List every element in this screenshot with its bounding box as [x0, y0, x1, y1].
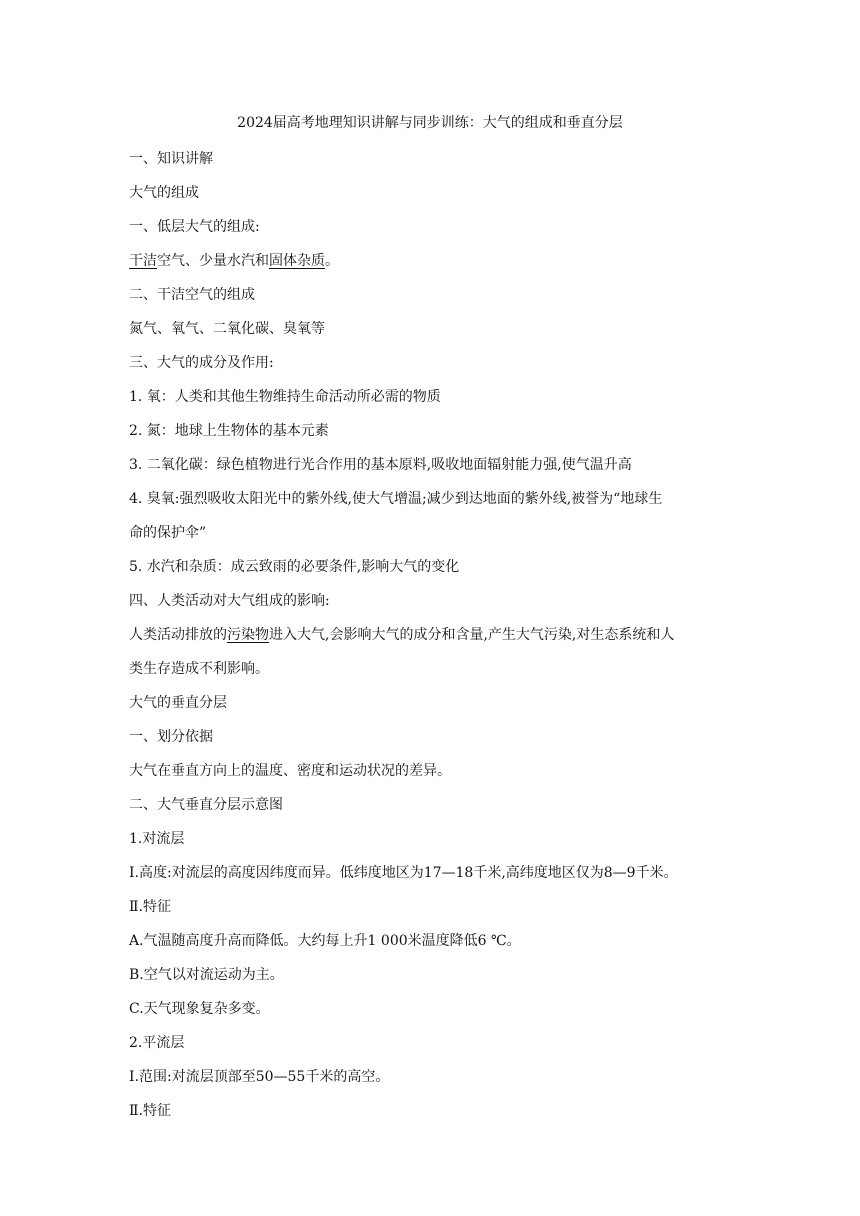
list-item: A.气温随高度升高而降低。大约每上升1 000米温度降低6 ℃。 [129, 933, 521, 949]
list-item: B.空气以对流运动为主。 [129, 967, 284, 983]
layer-heading: 2.平流层 [129, 1035, 185, 1051]
paragraph-line [129, 244, 739, 278]
list-item: 3. 二氧化碳：绿色植物进行光合作用的基本原料,吸收地面辐射能力强,使气温升高 [129, 457, 632, 473]
subheading: Ⅱ.特征 [129, 1103, 171, 1119]
subheading: 一、划分依据 [129, 729, 213, 745]
document-body [129, 142, 739, 1128]
subheading: 四、人类活动对大气组成的影响: [129, 593, 330, 609]
paragraph-line-continued: 类生存造成不利影响。 [129, 661, 269, 677]
text-run: 空气、少量水汽和 [157, 253, 269, 269]
section-heading: 一、知识讲解 [129, 151, 213, 167]
layer-heading: 1.对流层 [129, 831, 185, 847]
list-item: 1. 氧：人类和其他生物维持生命活动所必需的物质 [129, 389, 441, 405]
paragraph-line [129, 618, 739, 652]
paragraph-line: 氮气、氧气、二氧化碳、臭氧等 [129, 321, 325, 337]
paragraph-line: Ⅰ.范围:对流层顶部至50—55千米的高空。 [129, 1069, 390, 1085]
paragraph-line: 大气在垂直方向上的温度、密度和运动状况的差异。 [129, 763, 451, 779]
subheading: 二、干洁空气的组成 [129, 287, 255, 303]
text-run: 进入大气,会影响大气的成分和含量,产生大气污染,对生态系统和人 [269, 627, 675, 643]
underlined-term: 污染物 [227, 627, 269, 643]
list-item: C.天气现象复杂多变。 [129, 1001, 270, 1017]
list-item-continued: 命的保护伞” [129, 525, 207, 541]
subheading: 三、大气的成分及作用: [129, 355, 274, 371]
underlined-term: 干洁 [129, 253, 157, 269]
topic-heading: 大气的组成 [129, 185, 199, 201]
subheading: Ⅱ.特征 [129, 899, 171, 915]
list-item: 5. 水汽和杂质：成云致雨的必要条件,影响大气的变化 [129, 559, 460, 575]
text-run: 人类活动排放的 [129, 627, 227, 643]
topic-heading: 大气的垂直分层 [129, 695, 227, 711]
list-item: 2. 氮：地球上生物体的基本元素 [129, 423, 329, 439]
subheading: 一、低层大气的组成: [129, 219, 260, 235]
subheading: 二、大气垂直分层示意图 [129, 797, 283, 813]
list-item: 4. 臭氧:强烈吸收太阳光中的紫外线,使大气增温;减少到达地面的紫外线,被誉为“地球生 [129, 491, 663, 507]
document-title: 2024届高考地理知识讲解与同步训练：大气的组成和垂直分层 [237, 115, 623, 131]
underlined-term: 固体杂质 [269, 253, 325, 269]
text-run: 。 [325, 253, 339, 269]
paragraph-line: Ⅰ.高度:对流层的高度因纬度而异。低纬度地区为17—18千米,高纬度地区仅为8—9千米。 [129, 865, 678, 881]
